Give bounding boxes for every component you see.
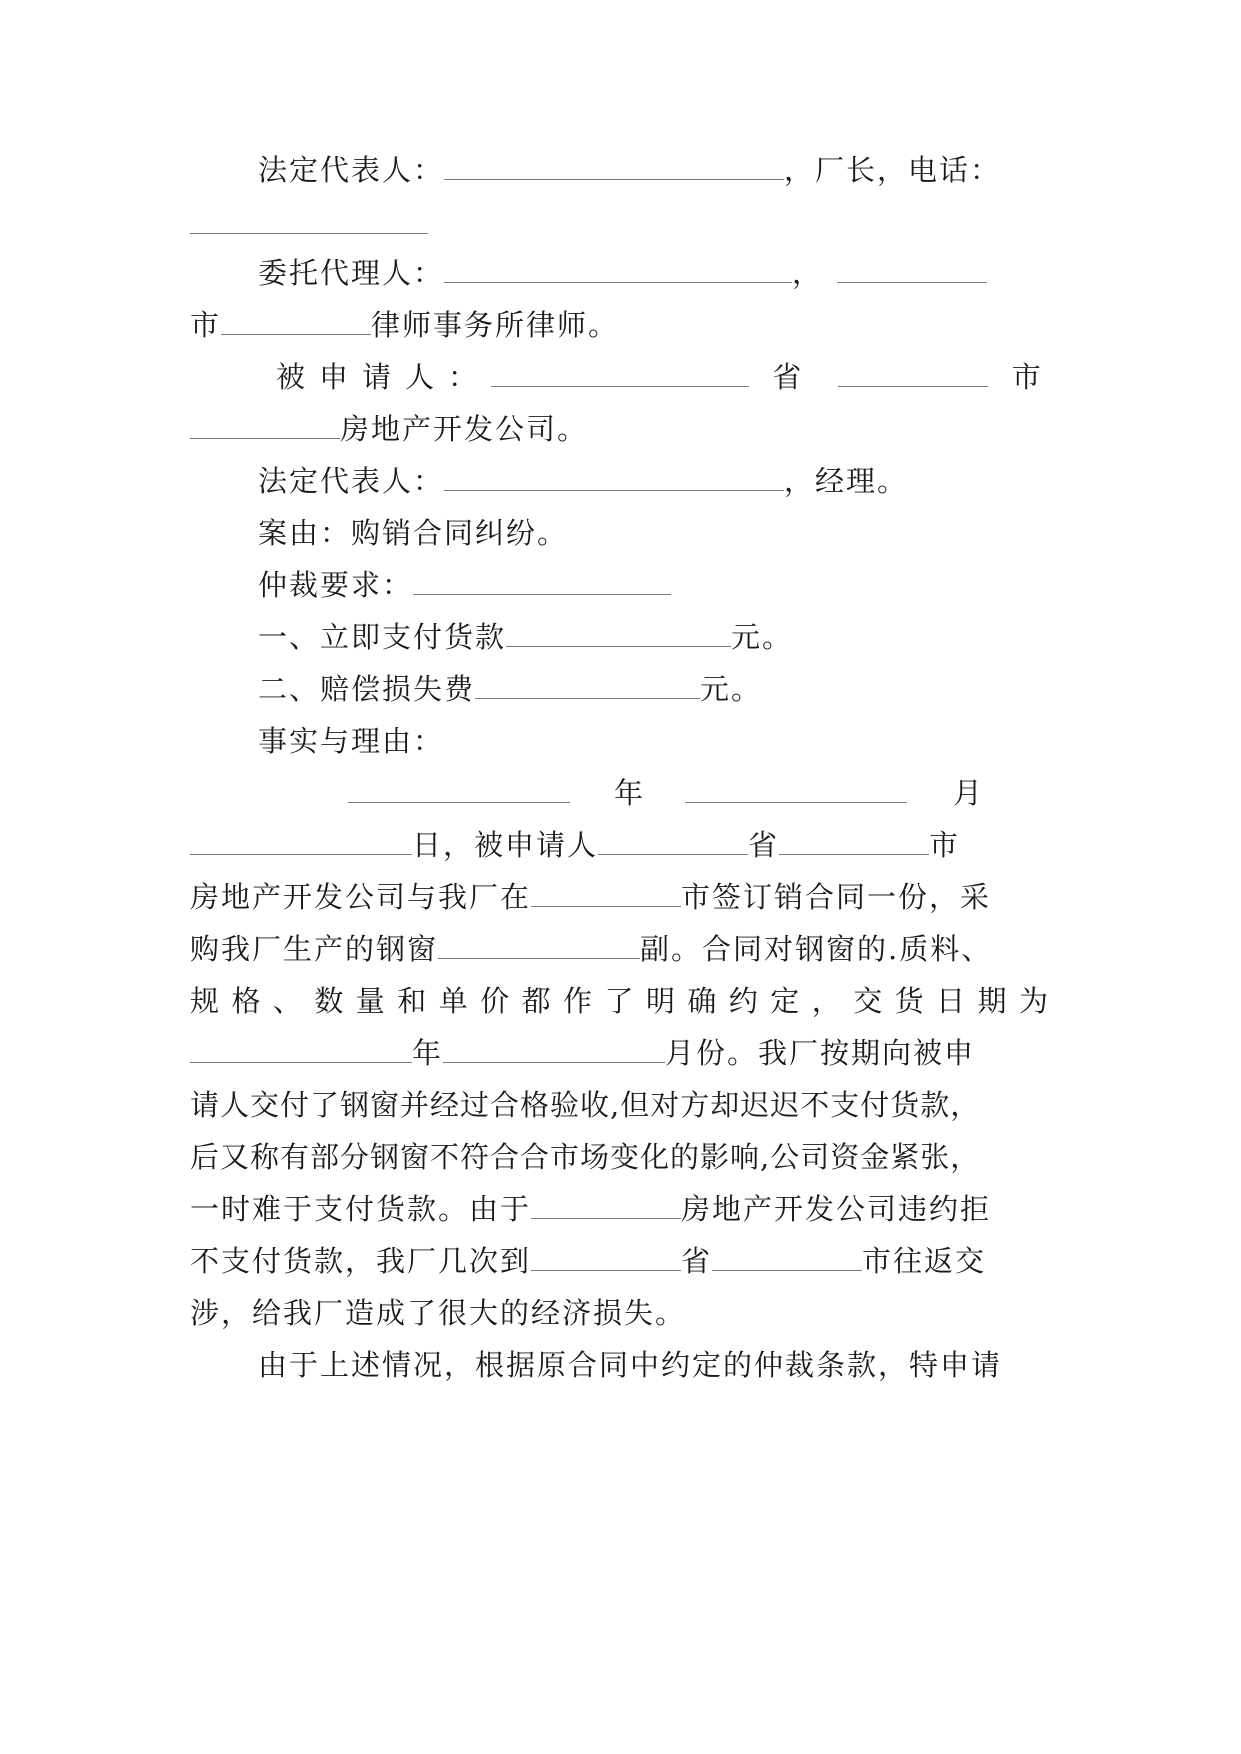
- phone-blank[interactable]: [190, 208, 428, 234]
- respondent-label: 被申请人：: [276, 360, 492, 394]
- claim-2-line: [258, 671, 1050, 707]
- respondent-line: [276, 359, 1055, 395]
- respondent-blank-1[interactable]: [491, 361, 749, 387]
- legal-rep-label: 法定代表人：: [258, 153, 445, 187]
- facts-line-8: [190, 1139, 1050, 1175]
- claim-1-amount-blank[interactable]: [506, 621, 731, 647]
- case-cause-text: 案由：购销合同纠纷。: [258, 516, 569, 550]
- legal-rep-line-2: [258, 463, 1050, 499]
- facts-line-5: [190, 983, 1050, 1019]
- facts-text-4a: 购我厂生产的钢窗: [190, 932, 439, 966]
- delivery-year-blank[interactable]: [190, 1037, 412, 1063]
- province-label-3: 省: [681, 1244, 713, 1278]
- window-count-blank[interactable]: [438, 933, 640, 959]
- defaulting-company-blank[interactable]: [531, 1193, 681, 1219]
- claim-2-amount-blank[interactable]: [475, 673, 700, 699]
- facts-text-9a: 一时难于支付货款。由于: [190, 1192, 532, 1226]
- facts-line-11: [190, 1295, 1050, 1331]
- facts-text-9b: 房地产开发公司违约拒: [681, 1192, 992, 1226]
- claim-1-line: [258, 619, 1050, 655]
- case-cause-line: [258, 515, 1050, 551]
- facts-line-4: [190, 931, 1050, 967]
- month-blank-1[interactable]: [685, 777, 907, 803]
- facts-heading-text: 事实与理由：: [258, 724, 445, 758]
- city-label: 市: [190, 308, 222, 342]
- facts-text-10b: 市往返交: [862, 1244, 987, 1278]
- facts-text-3a: 房地产开发公司与我厂在: [190, 880, 532, 914]
- phone-blank-line: [190, 206, 1050, 242]
- law-firm-label: 律师事务所律师。: [371, 308, 620, 342]
- claims-label: 仲裁要求：: [258, 568, 414, 602]
- facts-text-10a: 不支付货款，我厂几次到: [190, 1244, 532, 1278]
- legal-rep-line: [258, 152, 1050, 188]
- agent-city-blank[interactable]: [837, 257, 987, 283]
- manager-label: ，经理。: [784, 464, 909, 498]
- facts-line-6: [190, 1035, 1050, 1071]
- respondent-line-2: [190, 411, 1050, 447]
- facts-line-10: [190, 1243, 1050, 1279]
- facts-text-11: 涉，给我厂造成了很大的经济损失。: [190, 1296, 687, 1330]
- agent-label: 委托代理人：: [258, 256, 445, 290]
- facts-text-3b: 市签订销合同一份，采: [681, 880, 992, 914]
- facts-line-1: [348, 775, 1050, 811]
- legal-rep-name-blank-2[interactable]: [444, 465, 784, 491]
- agent-line: [258, 255, 1050, 291]
- conclusion-line: [258, 1347, 1050, 1383]
- trip-province-blank[interactable]: [531, 1245, 681, 1271]
- day-blank[interactable]: [190, 829, 412, 855]
- legal-rep-title-label: ，厂长，电话：: [784, 153, 1002, 187]
- facts-text-4b: 副。合同对钢窗的.质料、: [640, 932, 993, 966]
- year-blank-1[interactable]: [348, 777, 570, 803]
- facts-text-5: 规格、数量和单价都作了明确约定，交货日期为: [190, 984, 1050, 1018]
- legal-rep-name-blank[interactable]: [444, 154, 784, 180]
- facts-line-2: [190, 827, 1050, 863]
- city-label-3: 市: [929, 828, 961, 862]
- month-label-1: 月: [953, 776, 985, 810]
- facts-text-7: 请人交付了钢窗并经过合格验收,但对方却迟迟不支付货款，: [190, 1088, 981, 1122]
- claim-1-label: 一、立即支付货款: [258, 620, 507, 654]
- law-firm-blank[interactable]: [221, 309, 371, 335]
- facts-line-9: [190, 1191, 1050, 1227]
- city-label-2: 市: [1011, 360, 1055, 394]
- claim-2-label: 二、赔偿损失费: [258, 672, 476, 706]
- company-label: 房地产开发公司。: [340, 412, 589, 446]
- facts-line-3: [190, 879, 1050, 915]
- agent-name-blank[interactable]: [444, 257, 792, 283]
- respondent-city-blank[interactable]: [190, 413, 340, 439]
- province-label: 省: [772, 360, 816, 394]
- facts-line-7: [190, 1087, 1050, 1123]
- facts-province-blank[interactable]: [598, 829, 748, 855]
- respondent-province-blank[interactable]: [838, 361, 988, 387]
- delivery-month-blank[interactable]: [443, 1037, 665, 1063]
- facts-city-blank[interactable]: [779, 829, 929, 855]
- signing-city-blank[interactable]: [531, 881, 681, 907]
- agent-line-2: [190, 307, 1050, 343]
- facts-heading: [258, 723, 1050, 759]
- claims-blank[interactable]: [413, 569, 671, 595]
- province-label-2: 省: [748, 828, 780, 862]
- agent-comma: ，: [792, 256, 824, 290]
- year-label-1: 年: [614, 776, 646, 810]
- yuan-label-2: 元。: [700, 672, 763, 706]
- day-respondent-label: 日，被申请人: [412, 828, 599, 862]
- facts-text-6: 月份。我厂按期向被申: [665, 1036, 976, 1070]
- year-label-2: 年: [412, 1036, 444, 1070]
- conclusion-text: 由于上述情况，根据原合同中约定的仲裁条款，特申请: [258, 1348, 1003, 1382]
- claims-line: [258, 567, 1050, 603]
- facts-text-8: 后又称有部分钢窗不符合合市场变化的影响,公司资金紧张，: [190, 1140, 981, 1174]
- trip-city-blank[interactable]: [712, 1245, 862, 1271]
- legal-rep-label-2: 法定代表人：: [258, 464, 445, 498]
- yuan-label-1: 元。: [731, 620, 794, 654]
